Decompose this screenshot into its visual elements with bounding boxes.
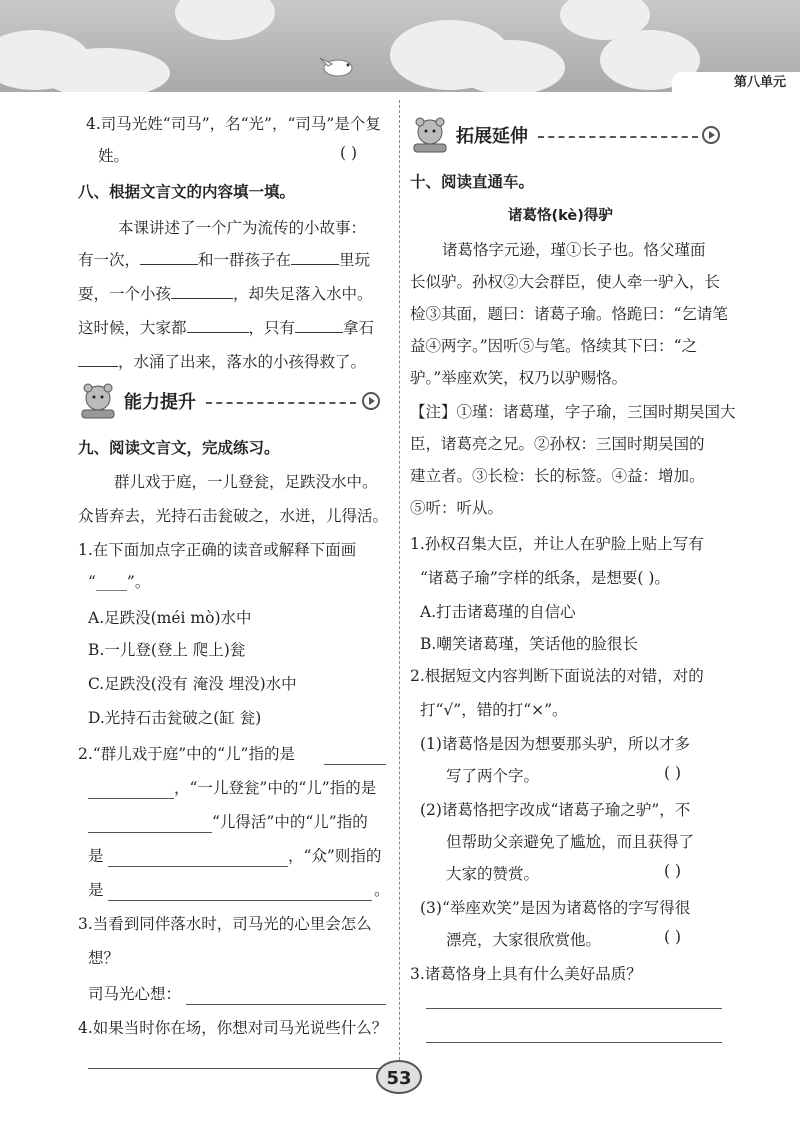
section-header-ability	[78, 382, 388, 420]
question-text: 1.在下面加点字正确的读音或解释下面画	[78, 541, 357, 559]
option-d[interactable]: D.光持石击瓮破之(缸 瓮)	[88, 709, 262, 727]
answer-line[interactable]	[426, 1008, 722, 1009]
play-arrow-icon	[702, 126, 720, 144]
note-text: ⑤听：听从。	[410, 499, 504, 517]
passage-text: 众皆弃去，光持石击瓮破之，水迸，儿得活。	[78, 507, 389, 525]
section-title: 九、阅读文言文，完成练习。	[78, 439, 280, 457]
question-text: 想？	[88, 949, 120, 967]
answer-line[interactable]	[88, 832, 212, 833]
section-title: 能力提升	[124, 392, 196, 413]
dashed-rule	[538, 136, 698, 138]
question-text: 4.如果当时你在场，你想对司马光说些什么？	[78, 1019, 388, 1037]
answer-line[interactable]	[324, 764, 386, 765]
fill-line: 这时候，大家都 ，只有 拿石	[78, 316, 374, 338]
paragraph-text: 本课讲述了一个广为流传的小故事：	[118, 219, 367, 237]
statement-text: 大家的赞赏。	[446, 865, 540, 883]
passage-text: 诸葛恪字元逊，瑾①长子也。恪父瑾面	[442, 241, 706, 259]
note-text: 【注】①瑾：诸葛瑾，字子瑜，三国时期吴国大	[410, 403, 736, 421]
section-title: 八、根据文言文的内容填一填。	[78, 183, 296, 201]
question-text: 3.诸葛恪身上具有什么美好品质？	[410, 965, 642, 983]
question-text: ，“一儿登瓮”中的“儿”指的是	[174, 779, 377, 797]
option-a[interactable]: A.足跌没(méi mò)水中	[88, 609, 252, 627]
section-header-extend	[410, 116, 726, 154]
bear-mascot-icon	[78, 382, 118, 420]
section-title: 十、阅读直通车。	[410, 173, 535, 191]
fill-blank[interactable]	[140, 248, 198, 265]
answer-line[interactable]	[108, 900, 372, 901]
statement-text: 漂亮，大家很欣赏他。	[446, 931, 602, 949]
page-number: 53	[376, 1060, 422, 1094]
cloud-decoration	[40, 48, 170, 92]
answer-line[interactable]	[88, 1068, 386, 1069]
passage-text: 长似驴。孙权②大会群臣，使人牵一驴入，长	[410, 273, 721, 291]
page-header-banner	[0, 0, 800, 92]
question-text: “诸葛子瑜”字样的纸条，是想要( )。	[420, 569, 670, 587]
answer-line[interactable]	[88, 798, 174, 799]
column-divider	[399, 100, 400, 1060]
option-a[interactable]: A.打击诸葛瑾的自信心	[420, 603, 576, 621]
statement-text: (2)诸葛恪把字改成“诸葛子瑜之驴”，不	[420, 801, 691, 819]
fill-blank[interactable]	[295, 316, 343, 333]
note-text: 臣，诸葛亮之兄。②孙权：三国时期吴国的	[410, 435, 705, 453]
question-text: 2.“群儿戏于庭”中的“儿”指的是	[78, 745, 295, 763]
fill-line: 耍，一个小孩 ，却失足落入水中。	[78, 282, 373, 304]
answer-line[interactable]	[108, 866, 288, 867]
answer-parentheses[interactable]: ( )	[664, 764, 682, 782]
passage-text: 益④两字。”因听⑤与笔。恪续其下曰：“之	[410, 337, 698, 355]
story-title: 诸葛恪(kè)得驴	[508, 208, 613, 224]
fill-blank[interactable]	[291, 248, 339, 265]
cloud-decoration	[175, 0, 275, 40]
question-text: 2.根据短文内容判断下面说法的对错，对的	[410, 667, 704, 685]
bear-mascot-icon	[410, 116, 450, 154]
question-text: 是	[88, 847, 104, 865]
cloud-decoration	[455, 40, 565, 92]
fill-line: 有一次， 和一群孩子在 里玩	[78, 248, 370, 270]
question-text: 4.司马光姓“司马”，名“光”，“司马”是个复	[86, 115, 381, 133]
option-c[interactable]: C.足跌没(没有 淹没 埋没)水中	[88, 675, 297, 693]
answer-parentheses[interactable]: ( )	[664, 928, 682, 946]
section-title: 拓展延伸	[456, 126, 528, 147]
answer-parentheses[interactable]: ( )	[340, 144, 358, 162]
question-text: “儿得活”中的“儿”指的	[212, 813, 368, 831]
question-text: 3.当看到同伴落水时，司马光的心里会怎么	[78, 915, 372, 933]
question-text: 1.孙权召集大臣，并让人在驴脸上贴上写有	[410, 535, 704, 553]
fill-blank[interactable]	[187, 316, 249, 333]
question-text: ，“众”则指的	[288, 847, 382, 865]
fill-blank[interactable]	[171, 282, 233, 299]
dashed-rule	[206, 402, 356, 404]
statement-text: (1)诸葛恪是因为想要那头驴，所以才多	[420, 735, 690, 753]
question-text: 。	[374, 881, 390, 899]
answer-line[interactable]	[186, 1004, 386, 1005]
option-b[interactable]: B.嘲笑诸葛瑾，笑话他的脸很长	[420, 635, 638, 653]
question-text: “____”。	[88, 573, 151, 591]
answer-line[interactable]	[426, 1042, 722, 1043]
play-arrow-icon	[362, 392, 380, 410]
bird-icon	[318, 52, 358, 78]
option-b[interactable]: B.一儿登(登上 爬上)瓮	[88, 641, 246, 659]
fill-line: ，水涌了出来，落水的小孩得救了。	[78, 350, 366, 372]
fill-blank[interactable]	[78, 350, 118, 367]
question-text: 姓。	[98, 147, 130, 165]
question-text: 打“√”，错的打“×”。	[420, 701, 568, 719]
statement-text: (3)“举座欢笑”是因为诸葛恪的字写得很	[420, 899, 691, 917]
question-text: 司马光心想：	[88, 985, 182, 1003]
statement-text: 但帮助父亲避免了尴尬，而且获得了	[446, 833, 695, 851]
passage-text: 检③其面，题曰：诸葛子瑜。恪跪曰：“乞请笔	[410, 305, 728, 323]
answer-parentheses[interactable]: ( )	[664, 862, 682, 880]
passage-text: 驴。”举座欢笑，权乃以驴赐恪。	[410, 369, 628, 387]
statement-text: 写了两个字。	[446, 767, 540, 785]
note-text: 建立者。③长检：长的标签。④益：增加。	[410, 467, 705, 485]
passage-text: 群儿戏于庭，一儿登瓮，足跌没水中。	[114, 473, 378, 491]
question-text: 是	[88, 881, 104, 899]
unit-label: 第八单元	[672, 72, 800, 92]
